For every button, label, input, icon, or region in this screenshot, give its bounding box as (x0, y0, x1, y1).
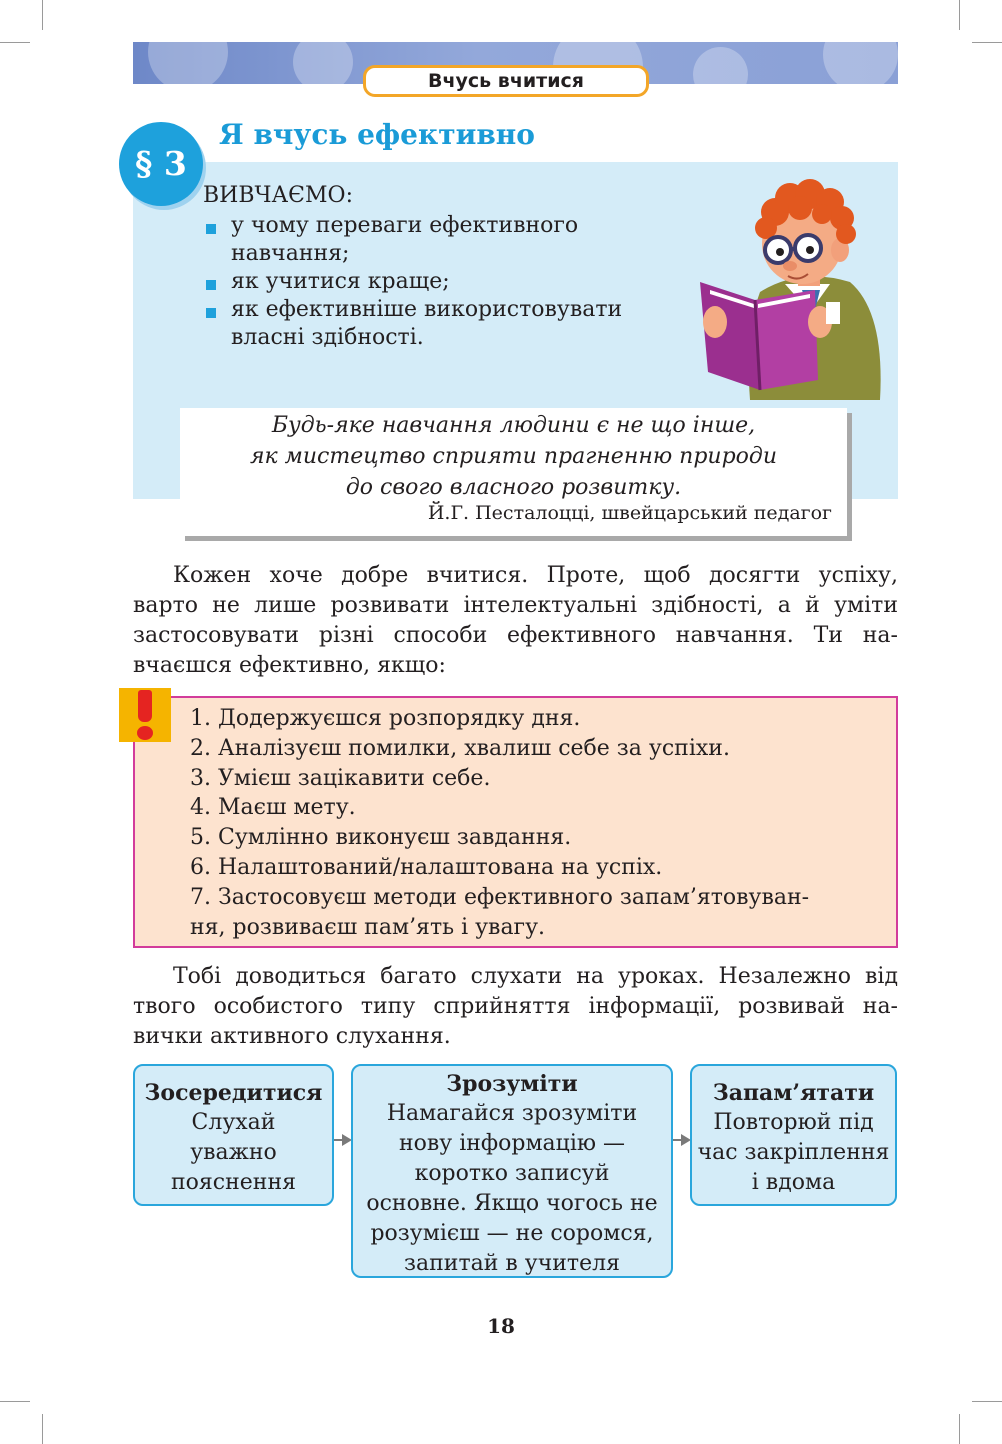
list-item: 5. Сумлінно виконуєш завдання. (190, 825, 572, 851)
quote-text: Будь-яке навчання людини є не що інше, як мистецтво сприяти прагненню природи до свого власного розвитку. (249, 413, 778, 500)
banner-bubble (293, 42, 353, 84)
crop-mark (0, 1401, 30, 1402)
list-item: як ефективніше використовувати власні здібності. (203, 296, 703, 352)
flow-step-understand: Зрозуміти Намагайся зрозуміти нову інформацію — коротко записуй основне. Якщо чогось не розумієш — не соромся, запитай в учителя (351, 1064, 673, 1278)
list-item: у чому переваги ефективного навчання; (203, 212, 703, 268)
bullet-square-icon (206, 308, 216, 318)
section-badge: § 3 (119, 122, 203, 206)
list-item: 6. Налаштований/налаштована на успіх. (190, 854, 663, 880)
section-label: Вчусь вчитися (363, 65, 649, 97)
flow-step-remember: Запам’ятати Повторюй під час закріплення і вдома (690, 1064, 897, 1206)
list-item: 4. Маєш мету. (190, 795, 356, 821)
flow-step-focus: Зосередитися Слухай уважно пояснення (133, 1064, 334, 1206)
banner-bubble (823, 42, 898, 84)
page-number: 18 (487, 1314, 515, 1338)
flow-step-title: Запам’ятати (712, 1080, 875, 1106)
intro-paragraph: Кожен хоче добре вчитися. Проте, щоб досягти успіху, варто не лише розвивати інтелектуальні здібності, а й уміти застосовувати різні способи ефективного навчання. Ти на- вчаєшся ефективно, якщо: (133, 563, 898, 678)
boy-reading-illustration (690, 172, 890, 400)
study-list (203, 212, 703, 352)
list-item: як учитися краще; (203, 268, 703, 296)
bullet-square-icon (206, 280, 216, 290)
crop-mark (972, 1401, 1002, 1402)
lesson-title: Я вчусь ефективно (219, 118, 535, 151)
list-item: 7. Застосовуєш методи ефективного запам’ятовуван- (190, 884, 810, 910)
flow-step-title: Зрозуміти (446, 1071, 578, 1097)
arrow-right-icon (673, 1139, 685, 1141)
crop-mark (42, 1414, 43, 1444)
crop-mark (42, 0, 43, 30)
list-item: ня, розвиваєш пам’ять і увагу. (190, 914, 546, 940)
list-item: 3. Умієш зацікавити себе. (190, 765, 491, 791)
crop-mark (972, 42, 1002, 43)
banner-bubble (148, 42, 228, 84)
quote-author: Й.Г. Песталоцці, швейцарський педагог (427, 502, 832, 524)
listening-paragraph: Тобі доводиться багато слухати на уроках. Незалежно від твого особистого типу сприйняття інформації, розвивай на- вички активного слухання. (133, 964, 898, 1049)
crop-mark (959, 0, 960, 30)
exclamation-icon (119, 688, 171, 742)
crop-mark (959, 1414, 960, 1444)
study-heading: ВИВЧАЄМО: (203, 183, 353, 208)
arrow-right-icon (334, 1139, 346, 1141)
crop-mark (0, 42, 30, 43)
flow-step-title: Зосередитися (144, 1080, 323, 1106)
list-item: 1. Додержуєшся розпорядку дня. (190, 706, 581, 731)
banner-bubble (693, 47, 748, 84)
list-item: 2. Аналізуєш помилки, хвалиш себе за успіхи. (190, 735, 730, 761)
tips-list (190, 704, 809, 942)
bullet-square-icon (206, 224, 216, 234)
